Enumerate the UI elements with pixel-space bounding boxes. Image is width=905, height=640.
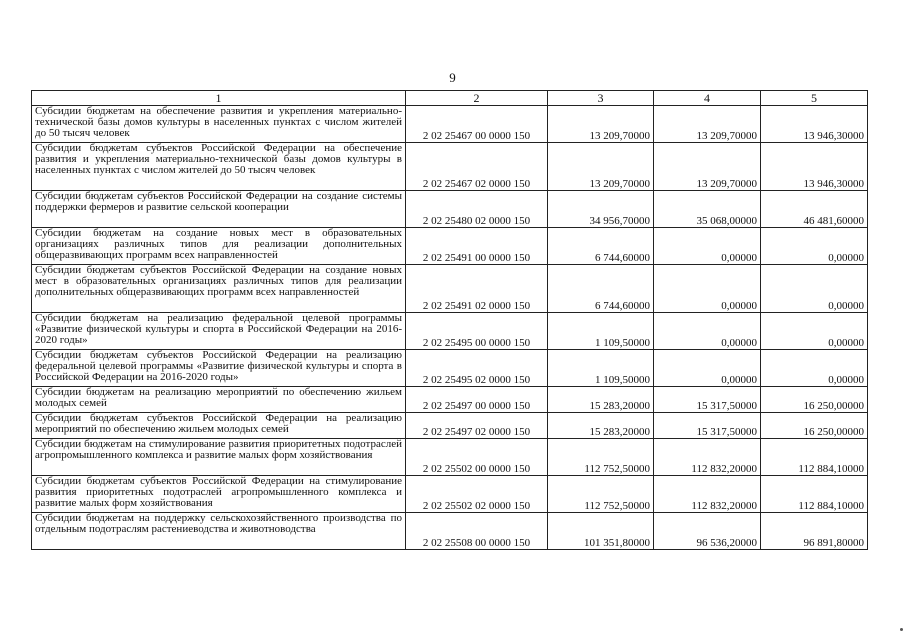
table-header: [32, 91, 868, 106]
amount-cell-1: 13 209,70000: [548, 106, 654, 143]
budget-code-cell: 2 02 25467 02 0000 150: [406, 143, 548, 191]
budget-code-cell: 2 02 25495 00 0000 150: [406, 313, 548, 350]
page-number: 9: [449, 70, 456, 85]
row-name-cell: Субсидии бюджетам субъектов Российской Федерации на реализацию мероприятий по обеспечению жильем молодых семей: [32, 413, 406, 439]
table-row: [32, 228, 868, 265]
row-name-cell: Субсидии бюджетам субъектов Российской Федерации на создание новых мест в образовательных организациях различных типов для реализации дополнительных общеразвивающих программ всех направленностей: [32, 265, 406, 313]
header-row: [32, 91, 868, 106]
amount-cell-1: 15 283,20000: [548, 387, 654, 413]
amount-cell-3: 46 481,60000: [761, 191, 868, 228]
budget-code-cell: 2 02 25491 02 0000 150: [406, 265, 548, 313]
amount-cell-3: 0,00000: [761, 265, 868, 313]
row-name-cell: Субсидии бюджетам на реализацию федеральной целевой программы «Развитие физической культуры и спорта в Российской Федерации на 2016-2020 годы»: [32, 313, 406, 350]
row-name-cell: Субсидии бюджетам субъектов Российской Федерации на создание системы поддержки фермеров и развитие сельской кооперации: [32, 191, 406, 228]
amount-cell-2: 112 832,20000: [654, 476, 761, 513]
amount-cell-2: 35 068,00000: [654, 191, 761, 228]
budget-code-cell: 2 02 25467 00 0000 150: [406, 106, 548, 143]
table-row: [32, 413, 868, 439]
header-col-1: 1: [32, 91, 406, 106]
header-col-3: 3: [548, 91, 654, 106]
table-row: [32, 143, 868, 191]
amount-cell-2: 13 209,70000: [654, 143, 761, 191]
row-name-cell: Субсидии бюджетам субъектов Российской Федерации на стимулирование развития приоритетных подотраслей агропромышленного комплекса и развитие малых форм хозяйствования: [32, 476, 406, 513]
amount-cell-1: 6 744,60000: [548, 228, 654, 265]
scan-speck: [900, 628, 903, 631]
amount-cell-2: 0,00000: [654, 313, 761, 350]
table-row: [32, 387, 868, 413]
budget-code-cell: 2 02 25495 02 0000 150: [406, 350, 548, 387]
amount-cell-3: 112 884,10000: [761, 439, 868, 476]
table-row: [32, 191, 868, 228]
budget-code-cell: 2 02 25502 02 0000 150: [406, 476, 548, 513]
amount-cell-2: 0,00000: [654, 265, 761, 313]
amount-cell-3: 112 884,10000: [761, 476, 868, 513]
amount-cell-1: 112 752,50000: [548, 476, 654, 513]
budget-code-cell: 2 02 25480 02 0000 150: [406, 191, 548, 228]
amount-cell-3: 96 891,80000: [761, 513, 868, 550]
header-col-4: 4: [654, 91, 761, 106]
row-name-cell: Субсидии бюджетам на стимулирование развития приоритетных подотраслей агропромышленного комплекса и развитие малых форм хозяйствования: [32, 439, 406, 476]
amount-cell-1: 13 209,70000: [548, 143, 654, 191]
amount-cell-3: 0,00000: [761, 313, 868, 350]
amount-cell-3: 13 946,30000: [761, 143, 868, 191]
budget-code-cell: 2 02 25508 00 0000 150: [406, 513, 548, 550]
table-row: [32, 439, 868, 476]
header-col-2: 2: [406, 91, 548, 106]
table-body: [32, 106, 868, 550]
table-row: [32, 106, 868, 143]
budget-code-cell: 2 02 25491 00 0000 150: [406, 228, 548, 265]
amount-cell-1: 15 283,20000: [548, 413, 654, 439]
budget-code-cell: 2 02 25502 00 0000 150: [406, 439, 548, 476]
row-name-cell: Субсидии бюджетам субъектов Российской Федерации на обеспечение развития и укрепления материально-технической базы домов культуры в населенных пунктах с числом жителей до 50 тысяч человек: [32, 143, 406, 191]
amount-cell-1: 112 752,50000: [548, 439, 654, 476]
amount-cell-2: 15 317,50000: [654, 413, 761, 439]
amount-cell-1: 1 109,50000: [548, 313, 654, 350]
budget-code-cell: 2 02 25497 00 0000 150: [406, 387, 548, 413]
amount-cell-2: 112 832,20000: [654, 439, 761, 476]
amount-cell-1: 34 956,70000: [548, 191, 654, 228]
amount-cell-1: 101 351,80000: [548, 513, 654, 550]
table-row: [32, 513, 868, 550]
amount-cell-2: 96 536,20000: [654, 513, 761, 550]
amount-cell-2: 15 317,50000: [654, 387, 761, 413]
amount-cell-3: 16 250,00000: [761, 413, 868, 439]
budget-code-cell: 2 02 25497 02 0000 150: [406, 413, 548, 439]
amount-cell-3: 0,00000: [761, 228, 868, 265]
amount-cell-2: 0,00000: [654, 228, 761, 265]
row-name-cell: Субсидии бюджетам на реализацию мероприятий по обеспечению жильем молодых семей: [32, 387, 406, 413]
row-name-cell: Субсидии бюджетам на создание новых мест в образовательных организациях различных типов для реализации дополнительных общеразвивающих программ всех направленностей: [32, 228, 406, 265]
row-name-cell: Субсидии бюджетам субъектов Российской Федерации на реализацию федеральной целевой программы «Развитие физической культуры и спорта в Российской Федерации на 2016-2020 годы»: [32, 350, 406, 387]
row-name-cell: Субсидии бюджетам на поддержку сельскохозяйственного производства по отдельным подотраслям растениеводства и животноводства: [32, 513, 406, 550]
amount-cell-1: 6 744,60000: [548, 265, 654, 313]
amount-cell-3: 0,00000: [761, 350, 868, 387]
amount-cell-2: 0,00000: [654, 350, 761, 387]
table-row: [32, 265, 868, 313]
amount-cell-3: 13 946,30000: [761, 106, 868, 143]
table-row: [32, 476, 868, 513]
table-row: [32, 313, 868, 350]
amount-cell-3: 16 250,00000: [761, 387, 868, 413]
header-col-5: 5: [761, 91, 868, 106]
table-row: [32, 350, 868, 387]
budget-table: [31, 90, 868, 550]
amount-cell-2: 13 209,70000: [654, 106, 761, 143]
amount-cell-1: 1 109,50000: [548, 350, 654, 387]
row-name-cell: Субсидии бюджетам на обеспечение развития и укрепления материально-технической базы домов культуры в населенных пунктах с числом жителей до 50 тысяч человек: [32, 106, 406, 143]
